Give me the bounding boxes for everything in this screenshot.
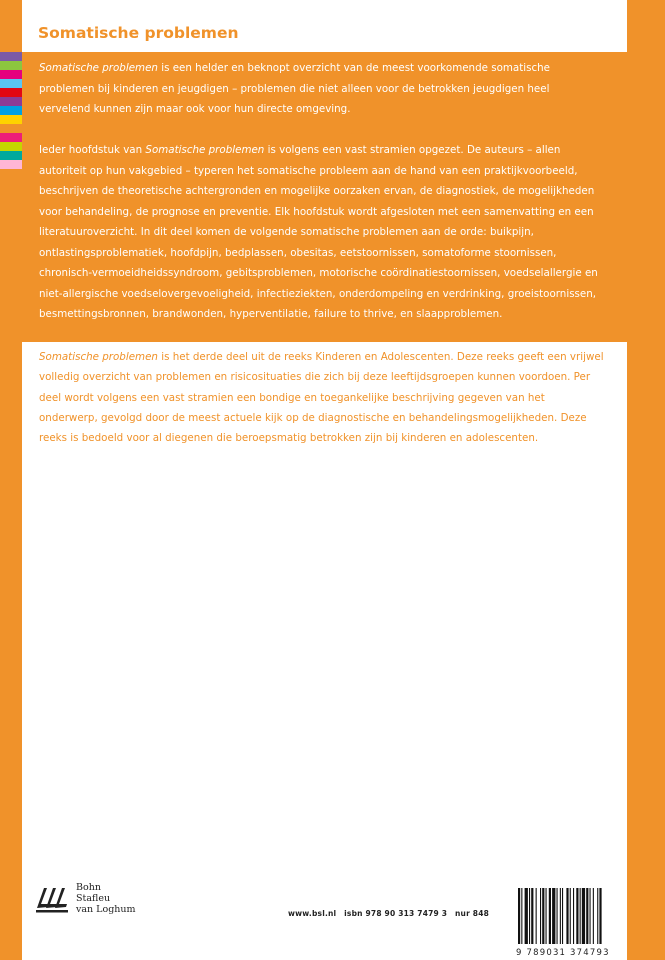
barcode-bar xyxy=(546,888,547,944)
website-url: www.bsl.nl xyxy=(288,909,337,918)
color-strip-segment xyxy=(0,151,22,160)
color-strip-segment xyxy=(0,142,22,151)
color-strip-segment xyxy=(0,106,22,115)
color-strip-segment xyxy=(0,115,22,124)
book-title-italic: Somatische problemen xyxy=(39,62,158,74)
barcode xyxy=(510,886,627,960)
barcode-bar xyxy=(536,888,537,944)
color-strip-segment xyxy=(0,79,22,88)
publisher-logo-block xyxy=(34,880,136,916)
barcode-bar xyxy=(590,888,591,944)
color-strip-segment xyxy=(0,70,22,79)
color-strip-segment xyxy=(0,160,22,169)
color-strip-segment xyxy=(0,52,22,61)
intro-paragraph-2 xyxy=(39,140,599,325)
barcode-number: 9 789031 374793 xyxy=(516,948,610,958)
barcode-bar xyxy=(525,888,528,944)
barcode-bar xyxy=(557,888,558,944)
barcode-bar xyxy=(593,888,594,944)
barcode-bar xyxy=(518,888,520,944)
series-text: is het derde deel uit de reeks Kinderen en Adolescenten. Deze reeks geeft een vrijwel volledig overzicht van problemen en risicosituaties die zich bij deze leeftijdsgroepen kunnen voordoen. Per deel wordt volgens een vast stramien een bondige en toegankelijke beschrijving gegeven van het onderwerp, gevolgd door de meest actuele kijk op de diagnostische en behandelingsmogelijkheden. Deze reeks is bedoeld voor al diegenen die beroepsmatig betrokken zijn bij kinderen en adolescenten. xyxy=(39,351,604,445)
barcode-bar xyxy=(582,888,585,944)
publisher-logo-icon xyxy=(34,880,70,916)
color-strip-segment xyxy=(0,61,22,70)
barcode-bar xyxy=(570,888,571,944)
intro-text-2-pre: Ieder hoofdstuk van xyxy=(39,144,146,156)
barcode-icon xyxy=(516,886,624,946)
barcode-bar xyxy=(576,888,578,944)
book-title-italic: Somatische problemen xyxy=(145,144,265,156)
publisher-name-line1: Bohn xyxy=(76,881,101,893)
barcode-bar xyxy=(531,888,533,944)
title-band xyxy=(22,0,627,52)
barcode-bar xyxy=(566,888,568,944)
color-strip-segment xyxy=(0,88,22,97)
book-title-italic: Somatische problemen xyxy=(39,351,158,363)
barcode-bar xyxy=(580,888,581,944)
barcode-bar xyxy=(597,888,598,944)
publisher-name-line3: van Loghum xyxy=(76,903,136,915)
nur-code: nur 848 xyxy=(455,909,490,918)
book-info-line xyxy=(288,909,494,918)
barcode-bar xyxy=(599,888,601,944)
barcode-bar xyxy=(521,888,522,944)
barcode-bar xyxy=(562,888,563,944)
isbn: isbn 978 90 313 7479 3 xyxy=(344,909,448,918)
publisher-name xyxy=(76,882,136,915)
color-strip xyxy=(0,52,22,169)
barcode-bar xyxy=(529,888,530,944)
barcode-bar xyxy=(552,888,555,944)
color-strip-segment xyxy=(0,97,22,106)
barcode-bar xyxy=(542,888,544,944)
barcode-bar xyxy=(573,888,574,944)
barcode-bar xyxy=(586,888,588,944)
intro-text-2: is volgens een vast stramien opgezet. De auteurs – allen autoriteit op hun vakgebied – typeren het somatische probleem aan de hand van een praktijkvoorbeeld, beschrijven de theoretische achtergronden en mogelijke oorzaken ervan, de diagnostiek, de mogelijkheden voor behandeling, de prognose en preventie. Elk hoofdstuk wordt afgesloten met een samenvatting en een literatuuroverzicht. In dit deel komen de volgende somatische problemen aan de orde: buikpijn, ontlastingsproblematiek, hoofdpijn, bedplassen, obesitas, eetstoornissen, somatoforme stoornissen, chronisch-vermoeidheidssyndroom, gebitsproblemen, motorische coördinatiestoornissen, voedselallergie en niet-allergische voedselovergevoeligheid, infectieziekten, onderdompeling en verdrinking, groeistoornissen, besmettingsbronnen, brandwonden, hyperventilatie, failure to thrive, en slaapproblemen. xyxy=(39,144,598,320)
barcode-bar xyxy=(540,888,541,944)
color-strip-segment xyxy=(0,124,22,133)
barcode-bar xyxy=(560,888,561,944)
page-title: Somatische problemen xyxy=(38,24,239,42)
series-paragraph xyxy=(39,347,604,448)
intro-text-1: is een helder en beknopt overzicht van de meest voorkomende somatische problemen bij kinderen en jeugdigen – problemen die niet alleen voor de betrokken jeugdigen heel vervelend kunnen zijn maar ook voor hun directe omgeving. xyxy=(39,62,551,115)
color-strip-segment xyxy=(0,133,22,142)
publisher-name-line2: Stafleu xyxy=(76,892,111,904)
barcode-bar xyxy=(549,888,551,944)
intro-paragraph-1 xyxy=(39,58,599,120)
white-panel xyxy=(22,342,627,960)
